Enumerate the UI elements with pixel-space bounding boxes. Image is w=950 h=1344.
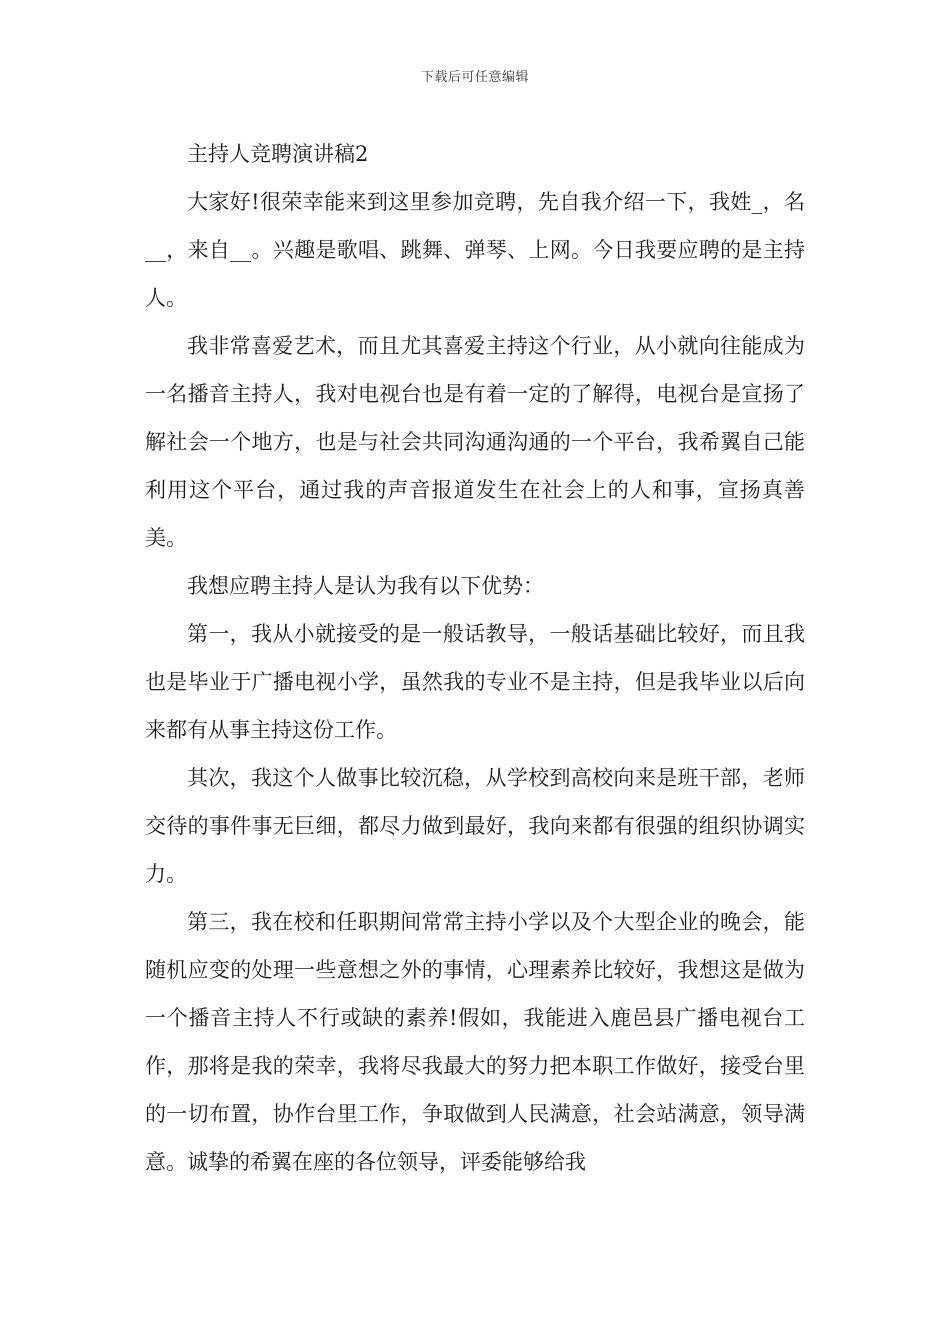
paragraph-second-advantage: 其次，我这个人做事比较沉稳，从学校到高校向来是班干部，老师交待的事件事无巨细，都尽力做到最好，我向来都有很强的组织协调实力。 xyxy=(145,766,805,886)
document-body xyxy=(145,130,805,1186)
page-header-note: 下载后可任意编辑 xyxy=(420,70,529,85)
document-title: 主持人竞聘演讲稿2 xyxy=(187,142,369,166)
paragraph-advantages-intro: 我想应聘主持人是认为我有以下优势： xyxy=(187,574,544,598)
paragraph-first-advantage: 第一，我从小就接受的是一般话教导，一般话基础比较好，而且我也是毕业于广播电视小学，虽然我的专业不是主持，但是我毕业以后向来都有从事主持这份工作。 xyxy=(145,622,805,742)
paragraph-love-of-art: 我非常喜爱艺术，而且尤其喜爱主持这个行业，从小就向往能成为一名播音主持人，我对电视台也是有着一定的了解得，电视台是宣扬了解社会一个地方，也是与社会共同沟通沟通的一个平台，我希翼自己能利用这个平台，通过我的声音报道发生在社会上的人和事，宣扬真善美。 xyxy=(145,334,805,550)
paragraph-greeting: 大家好!很荣幸能来到这里参加竞聘，先自我介绍一下，我姓_，名__，来自__。兴趣是歌唱、跳舞、弹琴、上网。今日我要应聘的是主持人。 xyxy=(145,190,805,310)
paragraph-third-advantage: 第三，我在校和任职期间常常主持小学以及个大型企业的晚会，能随机应变的处理一些意想之外的事情，心理素养比较好，我想这是做为一个播音主持人不行或缺的素养!假如，我能进入鹿邑县广播电视台工作，那将是我的荣幸，我将尽我最大的努力把本职工作做好，接受台里的一切布置，协作台里工作，争取做到人民满意，社会站满意，领导满意。诚挚的希翼在座的各位领导，评委能够给我 xyxy=(145,910,805,1174)
